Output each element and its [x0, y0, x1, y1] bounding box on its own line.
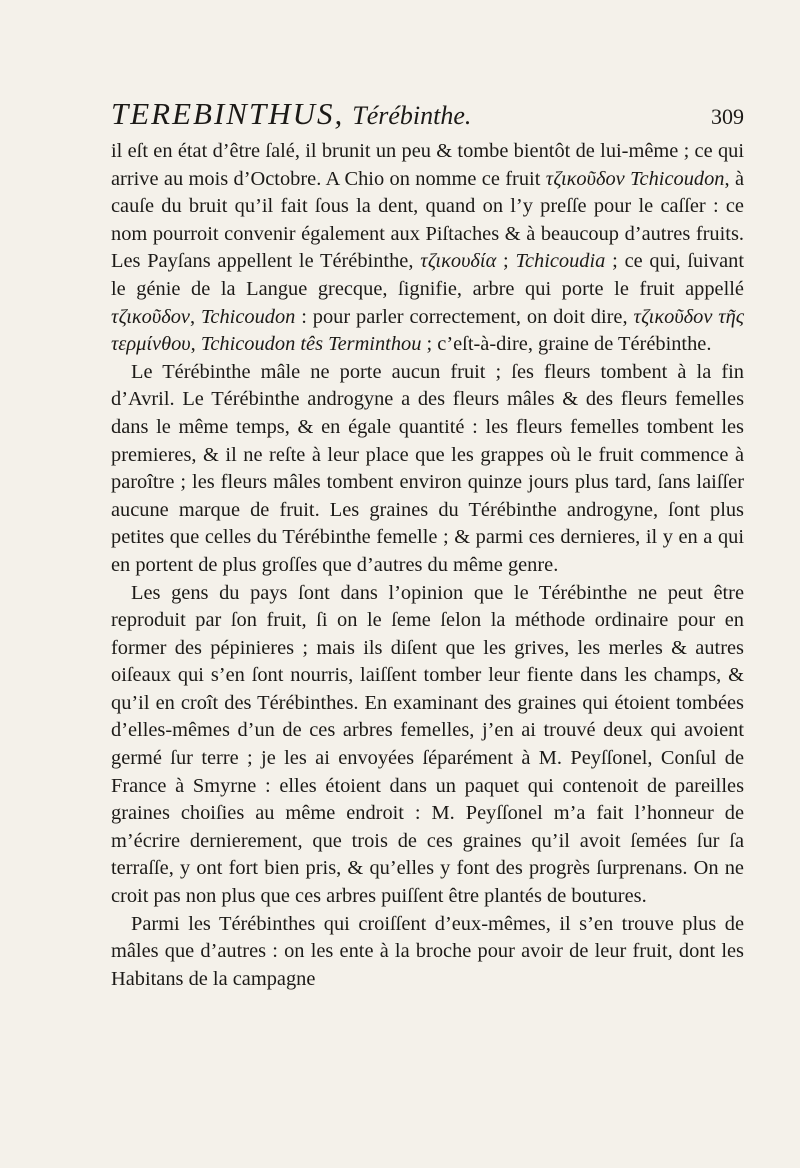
text-run: , [189, 305, 201, 328]
header-french-title: Térébinthe. [352, 101, 472, 130]
page-number: 309 [711, 104, 744, 129]
running-header [111, 96, 744, 132]
text-run: ; [496, 250, 516, 273]
body-text [111, 138, 744, 993]
italic-term: Tchicoudon tês Terminthou [200, 333, 422, 356]
header-separator: , [334, 96, 343, 131]
italic-term: Tchicoudia [515, 250, 606, 273]
paragraph [111, 580, 744, 911]
text-run: ; ce qui, ſuivant le génie de la Langue grecque, ſignifie, arbre qui porte le fruit appellé [111, 250, 744, 300]
text-run: il eſt en état d’être ſalé, il brunit un peu & tombe bientôt de lui-même ; ce qui arrive au mois d’Octobre. A Chio on nomme ce fruit [111, 140, 744, 190]
greek-term: τζικοῦδον τῆς τερμίνθου [111, 305, 744, 356]
text-run: Les gens du pays ſont dans l’opinion que le Térébinthe ne peut être reproduit par ſon fruit, ſi on le ſeme ſelon la méthode ordinaire pour en former des pépinieres ; mais ils diſent que les grives, les merles & autres oiſeaux qui s’en ſont nourris, laiſſent tomber leur fiente dans les champs, & qu’il en croît des Térébinthes. En examinant des graines qui étoient tombées d’elles-mêmes d’un de ces arbres femelles, j’en ai trouvé deux qui avoient germé ſur terre ; je les ai envoyées ſéparément à M. Peyſſonel, Conſul de France à Smyrne : elles étoient dans un paquet qui contenoit de pareilles graines choiſies au même endroit : M. Peyſſonel m’a fait l’honneur de m’écrire dernierement, que trois de ces graines qu’il avoit ſemées ſur ſa terraſſe, y ont fort bien pris, & qu’elles y font des progrès ſurprenans. On ne croit pas non plus que ces arbres puiſſent être plantés de boutures. [111, 581, 744, 908]
text-run: ; c’eſt-à-dire, graine de Térébinthe. [421, 333, 712, 356]
italic-term: Tchicoudon [200, 305, 296, 328]
greek-term: τζικουδία [420, 250, 497, 273]
greek-term: τζικοῦδον [111, 305, 190, 328]
text-run: Le Térébinthe mâle ne porte aucun fruit ; ſes fleurs tombent à la fin d’Avril. Le Térébinthe androgyne a des fleurs mâles & des fleurs femelles dans le même temps, & en égale quantité : les fleurs femelles tombent les premieres, & il ne reſte à leur place que les grappes où le fruit commence à paroître ; les fleurs mâles tombent environ quinze jours plus tard, ſans laiſſer aucune marque de fruit. Les graines du Térébinthe androgyne, ſont plus petites que celles du Térébinthe femelle ; & parmi ces dernieres, il y en a qui en portent de plus groſſes que d’autres du même genre. [111, 360, 744, 576]
paragraph [111, 359, 744, 580]
text-run: : pour parler correctement, on doit dire, [295, 305, 634, 328]
text-run: , à cauſe du bruit qu’il fait ſous la dent, quand on l’y preſſe pour le caſſer : ce nom pourroit convenir également aux Piſtaches & à beaucoup d’autres fruits. Les Payſans appellent le Térébinthe, [111, 167, 744, 273]
text-run: , [190, 333, 201, 356]
paragraph [111, 138, 744, 359]
header-latin-title: TEREBINTHUS [111, 96, 335, 131]
greek-term: τζικοῦδον [545, 167, 625, 190]
text-run: Parmi les Térébinthes qui croiſſent d’eux-mêmes, il s’en trouve plus de mâles que d’autres : on les ente à la broche pour avoir de leur fruit, dont les Habitans de la campagne [111, 912, 744, 990]
italic-term: Tchicoudon [630, 167, 725, 190]
paragraph [111, 911, 744, 994]
